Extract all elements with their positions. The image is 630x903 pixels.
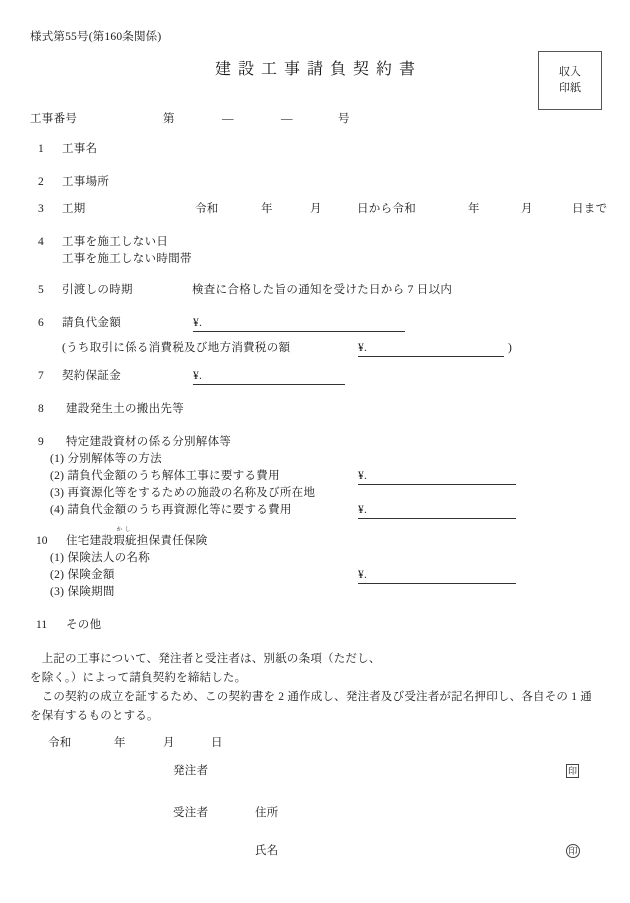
item-9-sub-4-label: (4) 請負代金額のうち再資源化等に要する費用 xyxy=(50,504,292,516)
item-4-label-line-1: 工事を施工しない日 xyxy=(62,236,169,248)
closing-paragraph-1-line-1: 上記の工事について、発注者と受注者は、別紙の条項（ただし、 xyxy=(30,653,381,665)
item-7-number: 7 xyxy=(38,370,44,382)
item-3-label: 工期 xyxy=(62,203,86,215)
item-10-number: 10 xyxy=(36,535,48,547)
item-7-amount-rule[interactable] xyxy=(193,384,345,385)
item-3-year-end: 年 xyxy=(468,203,480,215)
item-6-number: 6 xyxy=(38,317,44,329)
item-10-furigana: かし xyxy=(116,527,134,533)
item-9-sub-2-label: (2) 請負代金額のうち解体工事に要する費用 xyxy=(50,470,280,482)
item-8-number: 8 xyxy=(38,403,44,415)
closing-paragraph-2-line-1: この契約の成立を証するため、この契約書を 2 通作成し、発注者及び受注者が記名押印し、各自その 1 通 xyxy=(30,691,592,703)
signature-date-era: 令和 xyxy=(48,737,72,749)
revenue-stamp-box xyxy=(538,51,602,110)
item-5-number: 5 xyxy=(38,284,44,296)
item-3-number: 3 xyxy=(38,203,44,215)
item-6-tax-yen-symbol: ¥. xyxy=(358,342,368,354)
form-number: 様式第55号(第160条関係) xyxy=(30,31,162,43)
item-9-sub-2-yen-symbol: ¥. xyxy=(358,470,368,482)
item-9-sub-2-amount-rule[interactable] xyxy=(358,484,516,485)
item-11-label: その他 xyxy=(66,619,102,631)
item-9-label: 特定建設資材の係る分別解体等 xyxy=(66,436,232,448)
item-9-sub-4-amount-rule[interactable] xyxy=(358,518,516,519)
contractor-name-label: 氏名 xyxy=(255,845,279,857)
item-10-sub-2-yen-symbol: ¥. xyxy=(358,569,368,581)
item-5-label: 引渡しの時期 xyxy=(62,284,133,296)
item-9-number: 9 xyxy=(38,436,44,448)
closing-paragraph-2-line-2: を保有するものとする。 xyxy=(30,710,159,722)
item-10-label xyxy=(66,527,208,548)
item-3-day-start-era-end: 日から令和 xyxy=(357,203,416,215)
item-10-ruby-base: 瑕疵 xyxy=(113,535,137,547)
item-3-year-start: 年 xyxy=(261,203,273,215)
item-6-label: 請負代金額 xyxy=(62,317,121,329)
item-10-label-pre: 住宅建設 xyxy=(66,535,114,547)
closing-paragraph-1-line-2: を除く。）によって請負契約を締結した。 xyxy=(30,672,247,684)
project-number-gou: 号 xyxy=(338,113,350,125)
project-number-dash-2: ― xyxy=(281,113,293,125)
item-6-sub-label: (うち取引に係る消費税及び地方消費税の額 xyxy=(62,342,291,354)
item-11-number: 11 xyxy=(36,619,48,631)
item-10-sub-1-label: (1) 保険法人の名称 xyxy=(50,552,151,564)
contractor-address-label: 住所 xyxy=(255,807,279,819)
item-8-label: 建設発生土の搬出先等 xyxy=(66,403,184,415)
item-9-sub-1-label: (1) 分別解体等の方法 xyxy=(50,453,162,465)
item-1-label: 工事名 xyxy=(62,143,98,155)
item-7-label: 契約保証金 xyxy=(62,370,121,382)
revenue-stamp-line2: 印紙 xyxy=(559,81,581,94)
item-2-number: 2 xyxy=(38,176,44,188)
project-number-dash-1: ― xyxy=(222,113,234,125)
item-6-yen-symbol: ¥. xyxy=(193,317,203,329)
item-4-number: 4 xyxy=(38,236,44,248)
item-2-label: 工事場所 xyxy=(62,176,110,188)
item-3-month-start: 月 xyxy=(310,203,322,215)
item-10-sub-3-label: (3) 保険期間 xyxy=(50,586,115,598)
signature-date-day: 日 xyxy=(211,737,223,749)
project-number-label: 工事番号 xyxy=(30,113,78,125)
contractor-label: 受注者 xyxy=(173,807,209,819)
item-6-amount-rule[interactable] xyxy=(193,331,405,332)
item-10-sub-2-amount-rule[interactable] xyxy=(358,583,516,584)
item-4-label-line-2: 工事を施工しない時間帯 xyxy=(62,253,192,265)
client-label: 発注者 xyxy=(173,765,209,777)
item-10-label-post: 担保責任保険 xyxy=(136,535,208,547)
revenue-stamp-line1: 収入 xyxy=(559,65,581,78)
signature-date-year: 年 xyxy=(114,737,126,749)
project-number-dai: 第 xyxy=(163,113,175,125)
item-9-sub-3-label: (3) 再資源化等をするための施設の名称及び所在地 xyxy=(50,487,316,499)
item-7-yen-symbol: ¥. xyxy=(193,370,203,382)
item-9-sub-4-yen-symbol: ¥. xyxy=(358,504,368,516)
contractor-seal-icon: 印 xyxy=(566,844,580,858)
item-10-ruby-group xyxy=(113,527,137,548)
item-3-era-start: 令和 xyxy=(195,203,219,215)
item-3-day-end: 日まで xyxy=(572,203,608,215)
item-6-tax-amount-rule[interactable] xyxy=(358,356,504,357)
client-seal-icon: 印 xyxy=(567,766,577,776)
item-5-value: 検査に合格した旨の通知を受けた日から 7 日以内 xyxy=(192,284,453,296)
signature-date-month: 月 xyxy=(163,737,175,749)
item-6-sub-close-paren: ) xyxy=(508,342,513,354)
item-3-month-end: 月 xyxy=(521,203,533,215)
item-10-sub-2-label: (2) 保険金額 xyxy=(50,569,115,581)
item-1-number: 1 xyxy=(38,143,44,155)
page-title: 建設工事請負契約書 xyxy=(214,61,422,78)
